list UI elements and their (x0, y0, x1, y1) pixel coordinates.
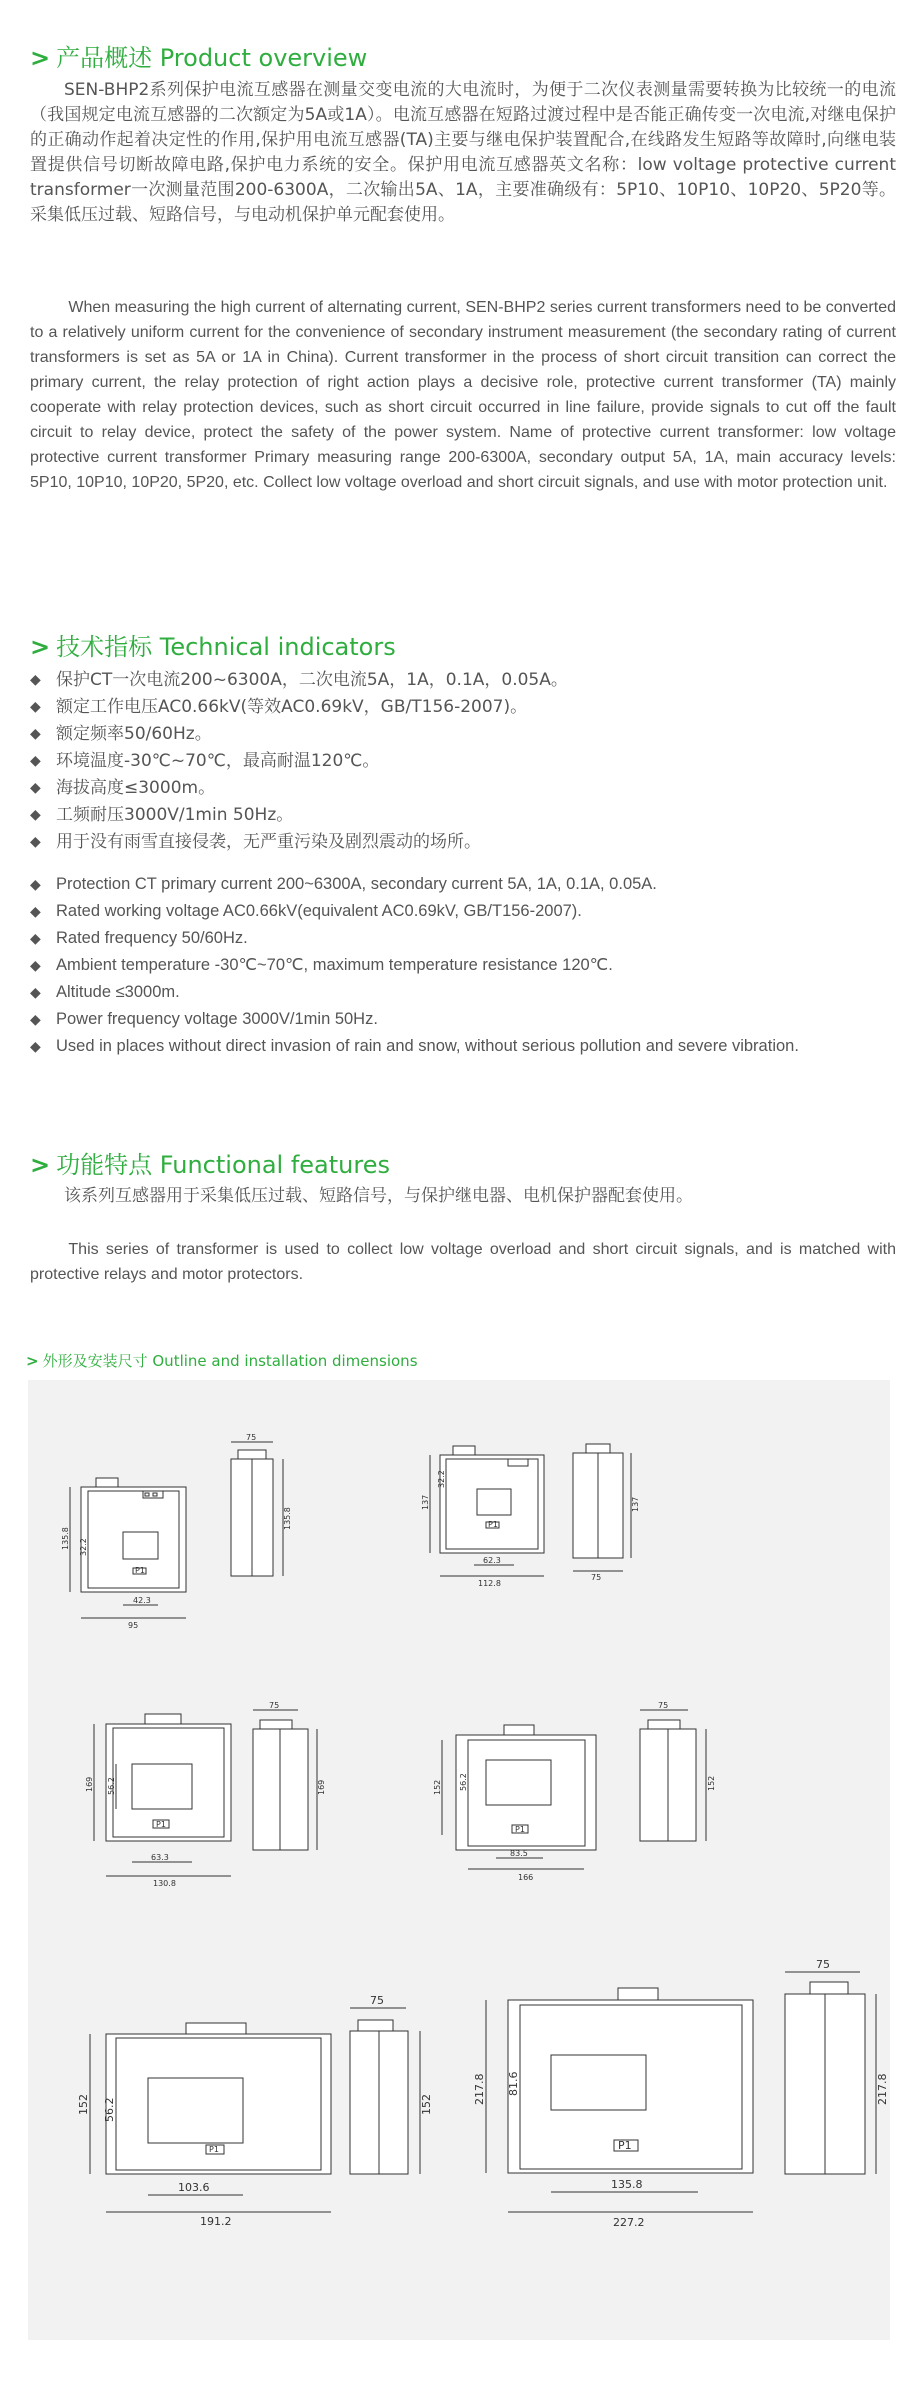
dim-label: 135.8 (283, 1507, 292, 1530)
terminal-label: P1 (209, 2145, 219, 2154)
dim-label: 103.6 (178, 2181, 210, 2194)
dim-label: 152 (420, 2094, 433, 2115)
dim-label: 135.8 (611, 2178, 643, 2191)
overview-paragraph-en: When measuring the high current of alternating current, SEN-BHP2 series current transformers need to be converted to a relatively uniform current for the convenience of secondary instrument measurement (the secondary rating of current transformers is set as 5A or 1A in China). Current transformer in the process of short circuit transition can correct the primary current, the relay protection of right action plays a decisive role, protective current transformer (TA) mainly cooperate with relay protection devices, such as short circuit occurred in line failure, provide signals to cut off the fault circuit to relay device, protect the safety of the power system. Name of protective current transformer: low voltage protective current transformer Primary measuring range 200-6300A, secondary output 5A, 1A, main accuracy levels: 5P10, 10P10, 10P20, 5P20, etc. Collect low voltage overload and short circuit signals, and use with motor protection unit. (30, 299, 896, 491)
list-item: ◆ Rated working voltage AC0.66kV(equivalent AC0.69kV, GB/T156-2007). (30, 898, 799, 925)
dim-label: 166 (518, 1873, 534, 1882)
dim-label: 217.8 (876, 2073, 889, 2105)
list-item: ◆ 工频耐压3000V/1min 50Hz。 (30, 802, 568, 829)
dim-label: 137 (631, 1496, 640, 1512)
drawing-5-front (90, 2023, 331, 2212)
dim-label: 75 (658, 1701, 669, 1710)
heading-en: Outline and installation dimensions (152, 1352, 418, 1370)
dim-label: 63.3 (151, 1853, 169, 1862)
chevron-right-icon: > (30, 1151, 51, 1179)
list-item: ◆ Rated frequency 50/60Hz. (30, 925, 799, 952)
dim-label: 75 (246, 1433, 257, 1442)
dim-label: 32.2 (79, 1538, 88, 1556)
dim-label: 152 (433, 1779, 442, 1795)
dim-label: 137 (421, 1494, 430, 1510)
terminal-label: P1 (488, 1520, 498, 1529)
section-heading-technical (30, 627, 396, 662)
list-item: ◆ 额定工作电压AC0.66kV(等效AC0.69kV，GB/T156-2007)。 (30, 694, 568, 721)
dim-label: 169 (85, 1776, 94, 1792)
section-heading-dimensions (26, 1350, 418, 1371)
dim-label: 169 (317, 1779, 326, 1795)
terminal-label: P1 (515, 1825, 525, 1834)
list-item: ◆ 用于没有雨雪直接侵袭，无严重污染及剧烈震动的场所。 (30, 829, 568, 856)
heading-cn: 功能特点 (56, 1151, 153, 1179)
features-paragraph-cn: 该系列互感器用于采集低压过载、短路信号，与保护继电器、电机保护器配套使用。 (64, 1186, 693, 1206)
dim-label: 75 (269, 1701, 280, 1710)
dim-label: 130.8 (153, 1879, 176, 1888)
dim-label: 227.2 (613, 2216, 645, 2229)
dim-label: 75 (591, 1573, 602, 1582)
features-paragraph-en: This series of transformer is used to collect low voltage overload and short circuit signals, and is matched with protective relays and motor protectors. (30, 1241, 896, 1283)
section-heading-overview (30, 38, 367, 73)
dim-label: 56.2 (103, 2097, 116, 2122)
technical-list-cn (30, 667, 568, 856)
dim-label: 62.3 (483, 1556, 501, 1565)
section-heading-features (30, 1145, 390, 1180)
dimension-drawings-panel (28, 1380, 890, 2340)
heading-cn: 产品概述 (56, 44, 153, 72)
list-item: ◆ Used in places without direct invasion of rain and snow, without serious pollution and severe vibration. (30, 1033, 799, 1060)
drawing-3-side (253, 1710, 317, 1850)
heading-en: Functional features (159, 1151, 390, 1179)
dim-label: 42.3 (133, 1596, 151, 1605)
drawing-4-front (442, 1725, 596, 1869)
technical-list-en (30, 871, 799, 1060)
terminal-label: P1 (135, 1566, 145, 1575)
dim-label: 56.2 (459, 1773, 468, 1791)
overview-paragraph-cn: SEN-BHP2系列保护电流互感器在测量交变电流的大电流时，为便于二次仪表测量需要转换为比较统一的电流（我国规定电流互感器的二次额定为5A或1A）。电流互感器在短路过渡过程中是否能正确传变一次电流,对继电保护的正确动作起着决定性的作用,保护用电流互感器(TA)主要与继电保护装置配合,在线路发生短路等故障时,向继电装置提供信号切断故障电路,保护电力系统的安全。保护用电流互感器英文名称：low voltage protective current transformer一次测量范围200-6300A，二次输出5A、1A，主要准确级有：5P10、10P10、10P20、5P20等。采集低压过载、短路信号，与电动机保护单元配套使用。 (30, 80, 896, 225)
list-item: ◆ Altitude ≤3000m. (30, 979, 799, 1006)
list-item: ◆ 海拔高度≤3000m。 (30, 775, 568, 802)
dim-label: 32.2 (437, 1470, 446, 1488)
chevron-right-icon: > (30, 633, 51, 661)
dim-label: 191.2 (200, 2215, 232, 2228)
heading-cn: 外形及安装尺寸 (42, 1352, 148, 1370)
dimension-drawings (28, 1380, 890, 2340)
heading-cn: 技术指标 (56, 633, 153, 661)
list-item: ◆ 额定频率50/60Hz。 (30, 721, 568, 748)
drawing-4-side (640, 1710, 706, 1841)
drawing-5-side (350, 2008, 420, 2174)
drawing-2-side (573, 1444, 631, 1571)
heading-en: Product overview (159, 44, 368, 72)
chevron-right-icon: > (26, 1352, 39, 1370)
terminal-label: P1 (156, 1820, 166, 1829)
dim-label: 152 (707, 1775, 716, 1791)
dim-label: 135.8 (61, 1527, 70, 1550)
drawing-1-side (231, 1442, 283, 1576)
list-item: ◆ 环境温度-30℃~70℃，最高耐温120℃。 (30, 748, 568, 775)
dim-label: 75 (370, 1994, 384, 2007)
terminal-label: P1 (618, 2139, 632, 2152)
drawing-6-side (785, 1972, 876, 2174)
dim-label: 217.8 (473, 2073, 486, 2105)
list-item: ◆ Ambient temperature -30℃~70℃, maximum temperature resistance 120℃. (30, 952, 799, 979)
list-item: ◆ Power frequency voltage 3000V/1min 50Hz. (30, 1006, 799, 1033)
dim-label: 56.2 (107, 1777, 116, 1795)
list-item: ◆ Protection CT primary current 200~6300A, secondary current 5A, 1A, 0.1A, 0.05A. (30, 871, 799, 898)
list-item: ◆ 保护CT一次电流200~6300A，二次电流5A，1A，0.1A，0.05A。 (30, 667, 568, 694)
dim-label: 75 (816, 1958, 830, 1971)
dim-label: 81.6 (507, 2071, 520, 2096)
dim-label: 112.8 (478, 1579, 501, 1588)
dim-label: 83.5 (510, 1849, 528, 1858)
heading-en: Technical indicators (159, 633, 396, 661)
dim-label: 95 (128, 1621, 139, 1630)
dim-label: 152 (77, 2094, 90, 2115)
chevron-right-icon: > (30, 44, 51, 72)
